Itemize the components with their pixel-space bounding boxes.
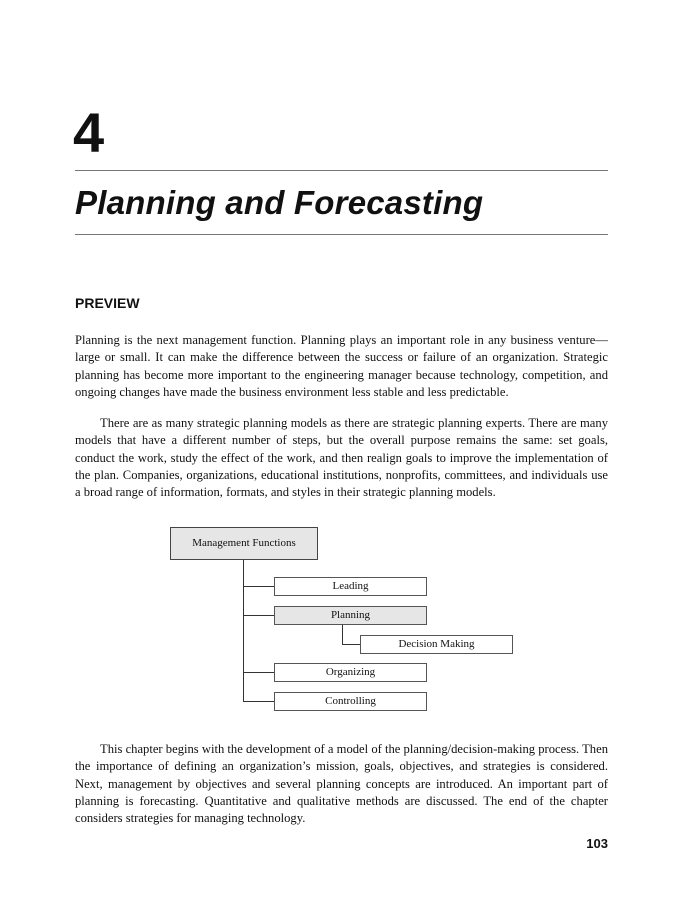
diagram-label-organizing: Organizing	[325, 666, 376, 678]
chapter-rule-bottom	[75, 234, 608, 235]
diagram-planning-stem	[342, 625, 343, 644]
diagram-box-management-functions	[170, 527, 318, 560]
diagram-box-planning	[274, 606, 427, 625]
page-number: 103	[586, 836, 608, 851]
diagram-branch-planning	[243, 615, 274, 616]
diagram-label-planning: Planning	[330, 609, 371, 621]
diagram-branch-organizing	[243, 672, 274, 673]
paragraph-3: This chapter begins with the development of a model of the planning/decision-making process. Then the importance of defining an organization’s mission, goals, objectives, and strategies is considered. Next, management by objectives and several planning concepts are introduced. An important part of planning is forecasting. Quantitative and qualitative methods are discussed. The end of the chapter considers strategies for managing technology.	[75, 742, 608, 826]
diagram-label-controlling: Controlling	[325, 695, 376, 707]
diagram-label-decision-making: Decision Making	[398, 638, 475, 650]
paragraph-2: There are as many strategic planning models as there are strategic planning experts. There are many models that have a different number of steps, but the overall purpose remains the same: set goals, conduct the work, study the effect of the work, and then realign goals to improve the implementation of the plan. Companies, organizations, educational institutions, nonprofits, committees, and individuals use a broad range of information, formats, and styles in their strategic planning models.	[75, 416, 608, 500]
chapter-rule-top	[75, 170, 608, 171]
diagram-box-controlling	[274, 692, 427, 711]
chapter-title: Planning and Forecasting	[75, 184, 484, 221]
diagram-box-organizing	[274, 663, 427, 682]
diagram-box-leading	[274, 577, 427, 596]
diagram-branch-decision-making	[342, 644, 360, 645]
diagram-box-decision-making	[360, 635, 513, 654]
section-heading: PREVIEW	[75, 295, 140, 311]
paragraph-1: Planning is the next management function. Planning plays an important role in any business venture—large or small. It can make the difference between the success or failure of an organization. Strategic planning has become more important to the engineering manager because technology, competition, and ongoing changes have made the business environment less stable and less predictable.	[75, 333, 608, 399]
chapter-number: 4	[73, 101, 105, 164]
diagram-branch-leading	[243, 586, 274, 587]
diagram-branch-controlling	[243, 701, 274, 702]
diagram-label-management-functions: Management Functions	[192, 537, 296, 549]
diagram-trunk-line	[243, 560, 244, 702]
diagram-label-leading: Leading	[332, 580, 369, 592]
